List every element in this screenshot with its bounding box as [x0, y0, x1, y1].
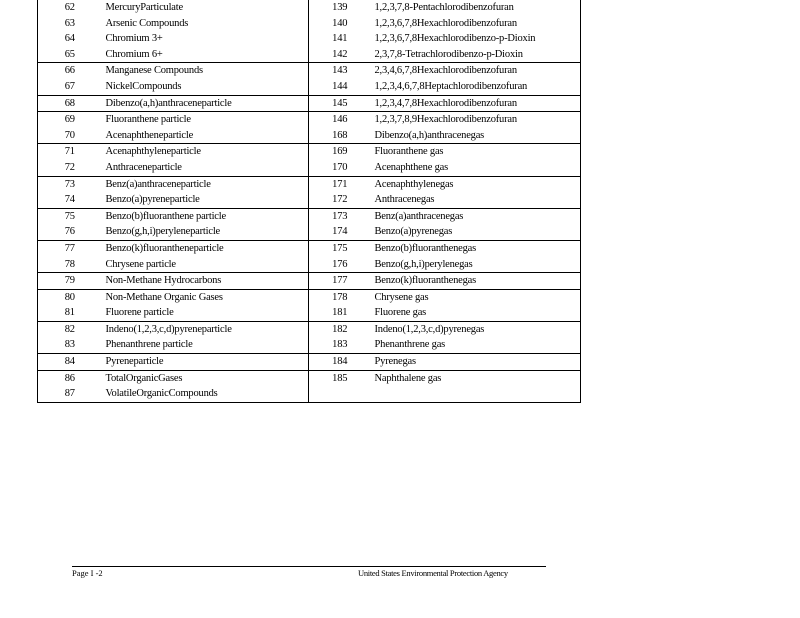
pollutant-left-cell: Benzo(a)pyreneparticle: [102, 192, 309, 208]
pollutant-right-cell: Phenanthrene gas: [371, 337, 581, 353]
pollutant-left-cell: Fluoranthene particle: [102, 112, 309, 128]
code-right-cell: 142: [309, 47, 371, 63]
table-row: [38, 370, 581, 386]
pollutant-left-cell: Chromium 3+: [102, 31, 309, 47]
table-row: [38, 16, 581, 32]
pollutant-left-cell: Benz(a)anthraceneparticle: [102, 176, 309, 192]
pollutant-left-cell: Arsenic Compounds: [102, 16, 309, 32]
page-number: Page I -2: [72, 568, 103, 578]
code-right-cell: [309, 386, 371, 402]
code-left-cell: 77: [64, 242, 75, 254]
table-row: [38, 337, 581, 353]
table-row: [38, 176, 581, 192]
code-left-cell: 84: [38, 354, 102, 371]
pollutant-table-body: [38, 0, 581, 402]
code-left-cell: 81: [38, 305, 102, 321]
pollutant-right-cell: Dibenzo(a,h)anthracenegas: [371, 128, 581, 144]
pollutant-right-cell: Fluorene gas: [371, 305, 581, 321]
code-right-cell: 143: [332, 65, 348, 77]
agency-name: United States Environmental Protection Agency: [358, 568, 508, 578]
code-left-cell: 62: [64, 2, 75, 13]
table-row: [38, 95, 581, 112]
pollutant-left-cell: TotalOrganicGases: [102, 370, 309, 386]
code-left-cell: 79: [38, 273, 102, 290]
code-right-cell: 146: [332, 114, 348, 126]
code-left-cell: 86: [64, 372, 75, 384]
table-row: [38, 79, 581, 95]
code-left-cell: 73: [64, 178, 75, 190]
pollutant-right-cell: Indeno(1,2,3,c,d)pyrenegas: [374, 323, 485, 335]
pollutant-left-cell: VolatileOrganicCompounds: [102, 386, 309, 402]
code-right-cell: 175: [332, 242, 348, 254]
pollutant-right-cell: 1,2,3,6,7,8Hexachlorodibenzofuran: [374, 17, 517, 29]
pollutant-right-cell: 2,3,4,6,7,8Hexachlorodibenzofuran: [374, 65, 517, 77]
code-left-cell: 71: [64, 146, 75, 158]
table-row: [38, 0, 581, 16]
code-right-cell: 177: [309, 273, 371, 290]
code-right-cell: 168: [309, 128, 371, 144]
pollutant-left-cell: MercuryParticulate: [102, 0, 309, 16]
code-left-cell: 78: [38, 257, 102, 273]
pollutant-left-cell: Indeno(1,2,3,c,d)pyreneparticle: [102, 321, 309, 337]
pollutant-left-cell: Non-Methane Hydrocarbons: [102, 273, 309, 290]
pollutant-left-cell: Dibenzo(a,h)anthraceneparticle: [102, 95, 309, 112]
code-right-cell: 139: [332, 2, 348, 13]
table-row: [38, 240, 581, 256]
pollutant-right-cell: 2,3,7,8-Tetrachlorodibenzo-p-Dioxin: [371, 47, 581, 63]
code-right-cell: 185: [332, 372, 348, 384]
pollutant-right-cell: 1,2,3,7,8,9Hexachlorodibenzofuran: [374, 114, 517, 126]
table-row: [38, 47, 581, 63]
table-row: [38, 386, 581, 402]
table-row: [38, 354, 581, 371]
code-left-cell: 75: [64, 210, 75, 222]
code-left-cell: 82: [64, 323, 75, 335]
table-row: [38, 321, 581, 337]
code-left-cell: 64: [64, 33, 75, 45]
pollutant-left-cell: Benzo(k)fluorantheneparticle: [102, 240, 309, 256]
table-row: [38, 289, 581, 305]
table-row: [38, 273, 581, 290]
pollutant-left-cell: Acenaphtheneparticle: [102, 128, 309, 144]
pollutant-left-cell: Pyreneparticle: [102, 354, 309, 371]
code-left-cell: 80: [64, 291, 75, 303]
code-right-cell: 169: [332, 146, 348, 158]
pollutant-right-cell: Benzo(k)fluoranthenegas: [371, 273, 581, 290]
pollutant-left-cell: Non-Methane Organic Gases: [102, 289, 309, 305]
code-right-cell: 170: [309, 160, 371, 176]
table-row: [38, 224, 581, 240]
pollutant-left-cell: Fluorene particle: [102, 305, 309, 321]
pollutant-right-cell: Chrysene gas: [374, 291, 429, 303]
code-left-cell: 87: [38, 386, 102, 402]
pollutant-left-cell: Chromium 6+: [102, 47, 309, 63]
code-right-cell: 184: [309, 354, 371, 371]
code-right-cell: 174: [309, 224, 371, 240]
pollutant-left-cell: Benzo(b)fluoranthene particle: [102, 208, 309, 224]
pollutant-right-cell: Acenaphthylenegas: [374, 178, 454, 190]
code-left-cell: 74: [38, 192, 102, 208]
pollutant-left-cell: Anthraceneparticle: [102, 160, 309, 176]
code-left-cell: 76: [38, 224, 102, 240]
code-right-cell: 140: [332, 17, 348, 29]
code-right-cell: 145: [309, 95, 371, 112]
code-left-cell: 66: [64, 65, 75, 77]
pollutant-left-cell: NickelCompounds: [102, 79, 309, 95]
pollutant-right-cell: 1,2,3,4,7,8Hexachlorodibenzofuran: [371, 95, 581, 112]
table-row: [38, 63, 581, 79]
table-row: [38, 31, 581, 47]
footer-rule: [72, 566, 546, 567]
pollutant-right-cell: Anthracenegas: [371, 192, 581, 208]
code-left-cell: 69: [64, 114, 75, 126]
pollutant-right-cell: Acenaphthene gas: [371, 160, 581, 176]
table-row: [38, 257, 581, 273]
code-right-cell: 172: [309, 192, 371, 208]
code-right-cell: 182: [332, 323, 348, 335]
pollutant-right-cell: Fluoranthene gas: [374, 146, 444, 158]
table-row: [38, 208, 581, 224]
pollutant-right-cell: 1,2,3,4,6,7,8Heptachlorodibenzofuran: [371, 79, 581, 95]
pollutant-right-cell: [371, 386, 581, 402]
pollutant-right-cell: Benzo(b)fluoranthenegas: [374, 242, 477, 254]
pollutant-right-cell: Naphthalene gas: [374, 372, 442, 384]
pollutant-left-cell: Manganese Compounds: [102, 63, 309, 79]
code-left-cell: 67: [38, 79, 102, 95]
pollutant-right-cell: Benzo(a)pyrenegas: [371, 224, 581, 240]
pollutant-right-cell: Benz(a)anthracenegas: [374, 210, 464, 222]
code-right-cell: 173: [332, 210, 348, 222]
table-row: [38, 160, 581, 176]
code-left-cell: 70: [38, 128, 102, 144]
code-right-cell: 144: [309, 79, 371, 95]
pollutant-left-cell: Benzo(g,h,i)peryleneparticle: [102, 224, 309, 240]
pollutant-right-cell: Benzo(g,h,i)perylenegas: [371, 257, 581, 273]
code-left-cell: 68: [38, 95, 102, 112]
table-row: [38, 112, 581, 128]
pollutant-right-cell: 1,2,3,7,8-Pentachlorodibenzofuran: [374, 2, 514, 13]
table-row: [38, 144, 581, 160]
code-right-cell: 141: [332, 33, 348, 45]
code-left-cell: 65: [38, 47, 102, 63]
code-right-cell: 178: [332, 291, 348, 303]
code-left-cell: 72: [38, 160, 102, 176]
code-right-cell: 183: [309, 337, 371, 353]
code-left-cell: 63: [64, 17, 75, 29]
code-left-cell: 83: [38, 337, 102, 353]
code-right-cell: 176: [309, 257, 371, 273]
pollutant-left-cell: Acenaphthyleneparticle: [102, 144, 309, 160]
pollutant-left-cell: Phenanthrene particle: [102, 337, 309, 353]
table-row: [38, 128, 581, 144]
code-right-cell: 171: [332, 178, 348, 190]
pollutant-right-cell: Pyrenegas: [371, 354, 581, 371]
pollutant-code-table: [37, 0, 581, 403]
pollutant-right-cell: 1,2,3,6,7,8Hexachlorodibenzo-p-Dioxin: [374, 33, 536, 45]
table-row: [38, 305, 581, 321]
pollutant-left-cell: Chrysene particle: [102, 257, 309, 273]
code-right-cell: 181: [309, 305, 371, 321]
table-row: [38, 192, 581, 208]
